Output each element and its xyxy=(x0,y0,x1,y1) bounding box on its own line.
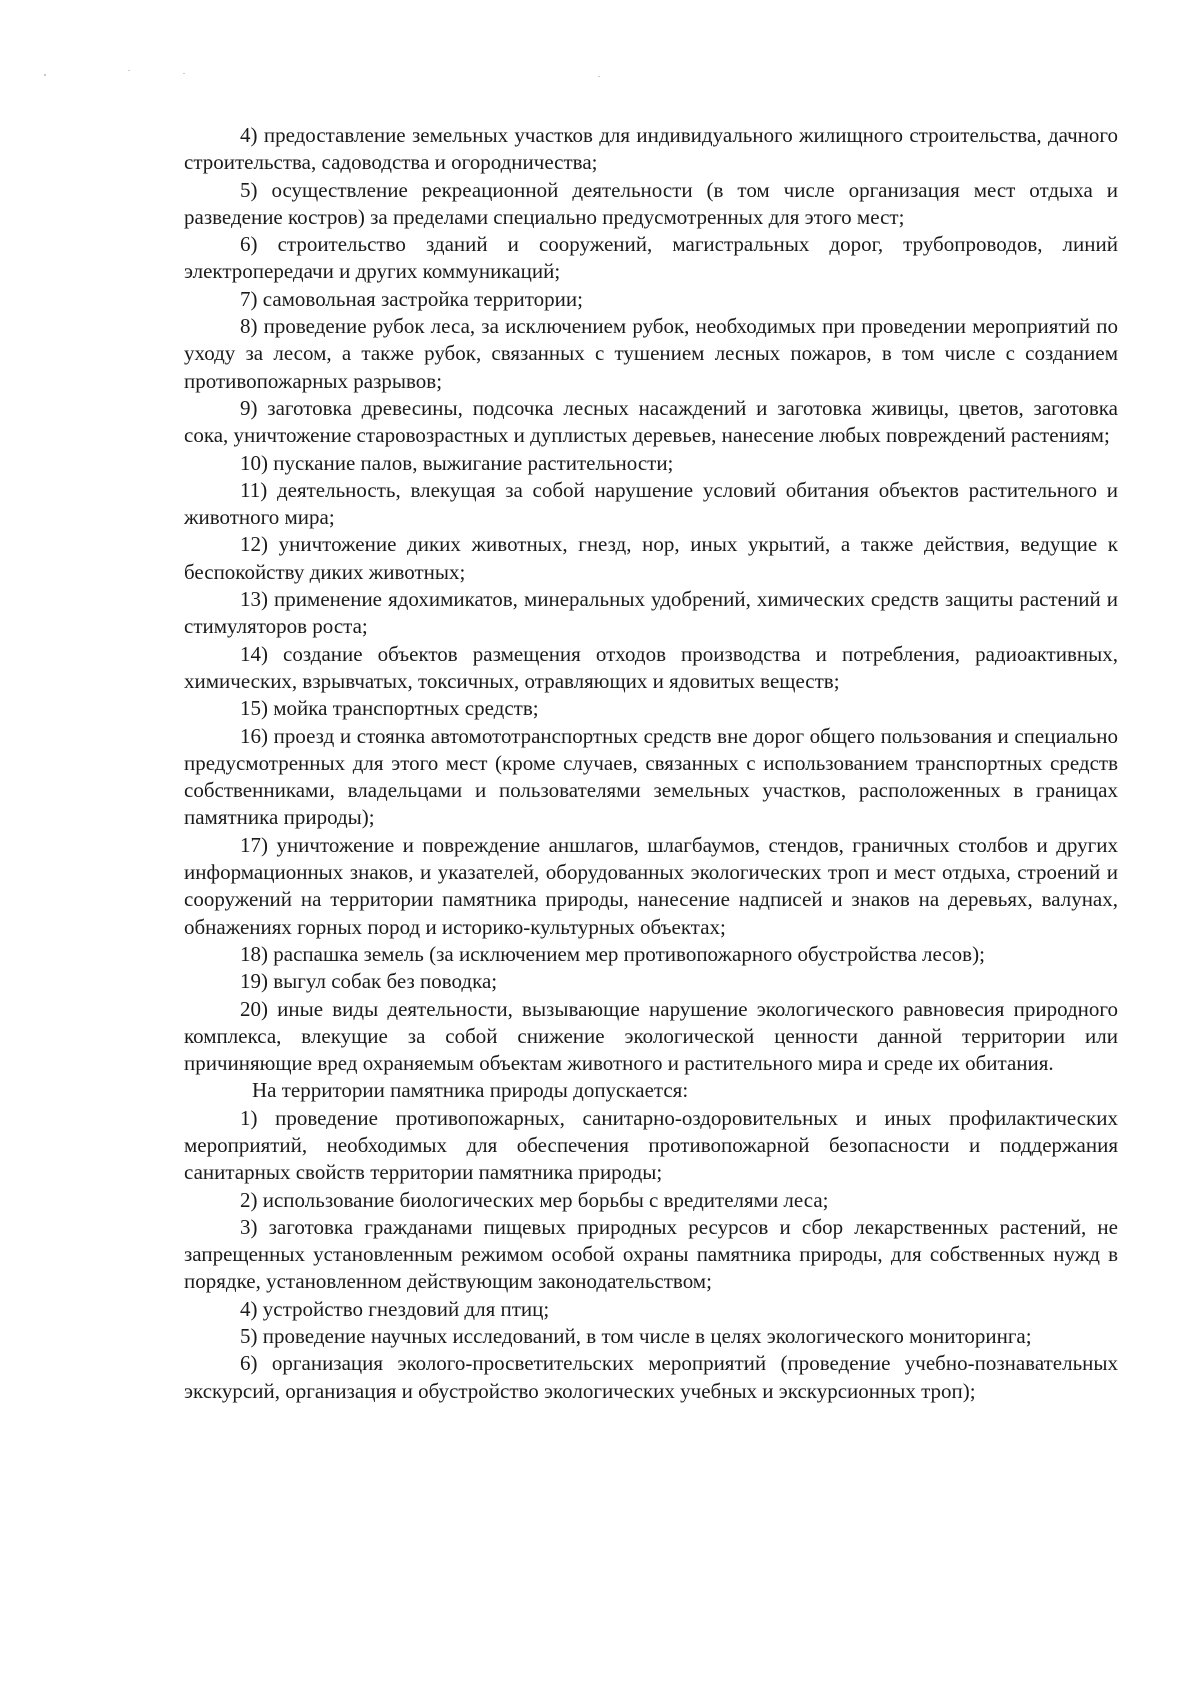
prohibited-item-12: 12) уничтожение диких животных, гнезд, нор, иных укрытий, а также действия, ведущие к беспокойству диких животных; xyxy=(184,532,1118,584)
prohibited-item-19: 19) выгул собак без поводка; xyxy=(240,969,498,994)
scan-speck xyxy=(44,74,46,76)
prohibited-item-7: 7) самовольная застройка территории; xyxy=(240,286,583,311)
prohibited-item-11: 11) деятельность, влекущая за собой нарушение условий обитания объектов растительного и животного мира; xyxy=(184,477,1118,530)
prohibited-item-10: 10) пускание палов, выжигание растительности; xyxy=(240,450,674,475)
scan-speck xyxy=(128,70,130,71)
allowed-item-4: 4) устройство гнездовий для птиц; xyxy=(240,1296,550,1321)
prohibited-item-5: 5) осуществление рекреационной деятельности (в том числе организация мест отдыха и разведение костров) за пределами специально предусмотренных для этого мест; xyxy=(184,177,1118,229)
prohibited-item-17: 17) уничтожение и повреждение аншлагов, шлагбаумов, стендов, граничных столбов и других информационных знаков, и указателей, оборудованных экологических троп и мест отдыха, строений и сооружений на территории памятника природы, нанесение надписей и знаков на деревьях, валунах, обнажениях горных пород и историко-культурных объектах; xyxy=(184,832,1118,939)
scan-speck xyxy=(598,76,600,77)
allowed-item-3: 3) заготовка гражданами пищевых природных ресурсов и сбор лекарственных растений, не запрещенных установленным режимом особой охраны памятника природы, для собственных нужд в порядке, установленном действующим законодательством; xyxy=(184,1214,1118,1294)
prohibited-item-6: 6) строительство зданий и сооружений, магистральных дорог, трубопроводов, линий электропередачи и других коммуникаций; xyxy=(184,232,1118,284)
prohibited-item-9: 9) заготовка древесины, подсочка лесных насаждений и заготовка живицы, цветов, заготовка сока, уничтожение старовозрастных и дуплистых деревьев, нанесение любых повреждений растениям; xyxy=(184,395,1118,448)
prohibited-item-4: 4) предоставление земельных участков для индивидуального жилищного строительства, дачного строительства, садоводства и огородничества; xyxy=(184,123,1118,175)
allowed-item-6: 6) организация эколого-просветительских мероприятий (проведение учебно-познавательных экскурсий, организация и обустройство экологических учебных и экскурсионных троп); xyxy=(184,1351,1118,1403)
prohibited-item-14: 14) создание объектов размещения отходов производства и потребления, радиоактивных, химических, взрывчатых, токсичных, отравляющих и ядовитых веществ; xyxy=(184,641,1118,693)
scan-speck xyxy=(183,73,185,74)
prohibited-item-15: 15) мойка транспортных средств; xyxy=(240,696,539,721)
prohibited-item-16: 16) проезд и стоянка автомототранспортных средств вне дорог общего пользования и специально предусмотренных для этого мест (кроме случаев, связанных с использованием транспортных средств собственниками, владельцами и пользователями земельных участков, расположенных в границах памятника природы); xyxy=(184,723,1118,830)
prohibited-item-20: 20) иные виды деятельности, вызывающие нарушение экологического равновесия природного комплекса, влекущие за собой снижение экологической ценности данной территории или причиняющие вред охраняемым объектам животного и растительного мира и среде их обитания. xyxy=(184,996,1118,1076)
allowed-item-5: 5) проведение научных исследований, в том числе в целях экологического мониторинга; xyxy=(240,1324,1032,1349)
prohibited-item-8: 8) проведение рубок леса, за исключением рубок, необходимых при проведении мероприятий по уходу за лесом, а также рубок, связанных с тушением лесных пожаров, в том числе с созданием противопожарных разрывов; xyxy=(184,314,1118,393)
document-body xyxy=(184,122,1118,1405)
prohibited-item-13: 13) применение ядохимикатов, минеральных удобрений, химических средств защиты растений и стимуляторов роста; xyxy=(184,587,1118,639)
allowed-heading: На территории памятника природы допускается: xyxy=(252,1078,689,1103)
prohibited-item-18: 18) распашка земель (за исключением мер противопожарного обустройства лесов); xyxy=(240,941,985,966)
allowed-item-2: 2) использование биологических мер борьбы с вредителями леса; xyxy=(240,1187,829,1212)
allowed-item-1: 1) проведение противопожарных, санитарно-оздоровительных и иных профилактических мероприятий, необходимых для обеспечения противопожарной безопасности и поддержания санитарных свойств территории памятника природы; xyxy=(184,1105,1118,1185)
